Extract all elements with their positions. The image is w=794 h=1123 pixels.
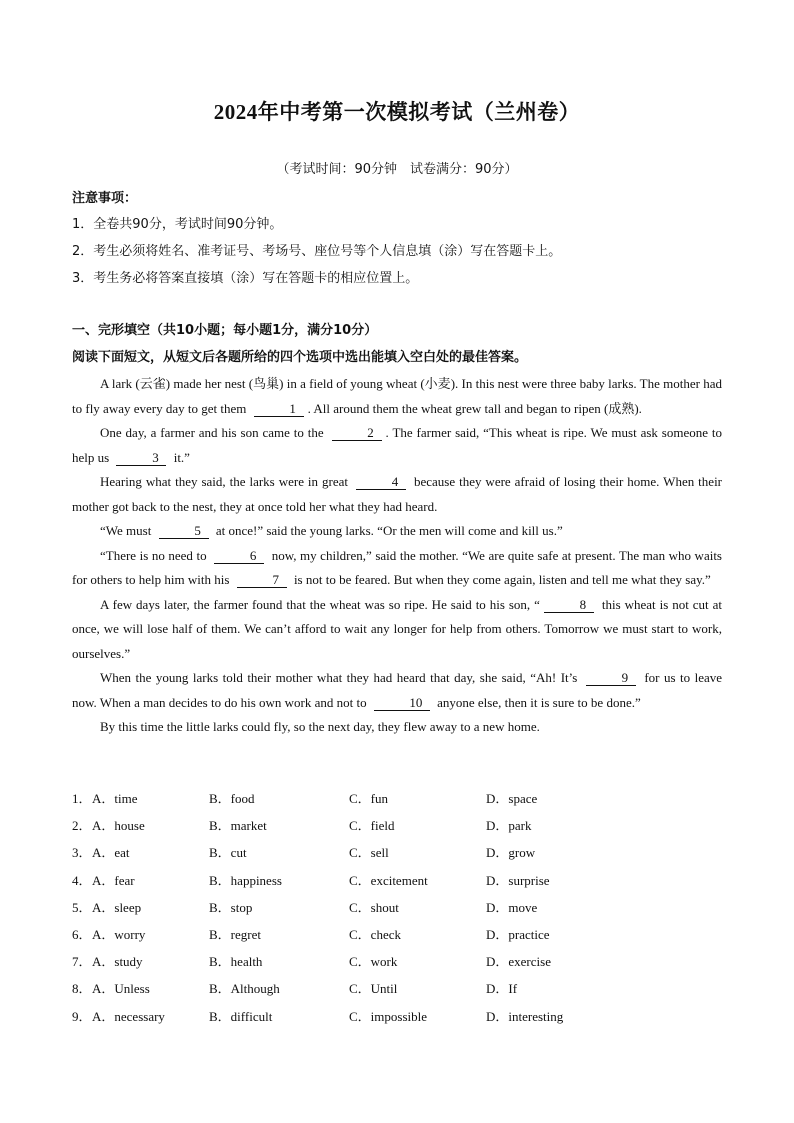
option-a: A．study xyxy=(92,954,143,970)
notice-item: 3．考生务必将答案直接填（涂）写在答题卡的相应位置上。 xyxy=(72,271,419,286)
blank-9: 9 xyxy=(586,670,636,686)
option-a: A．worry xyxy=(92,926,146,942)
section-instruction: 阅读下面短文，从短文后各题所给的四个选项中选出能填入空白处的最佳答案。 xyxy=(72,350,528,365)
option-c: C．work xyxy=(349,954,398,970)
option-b: B．market xyxy=(209,818,267,834)
option-row xyxy=(72,924,722,951)
option-b: B．food xyxy=(209,791,255,806)
passage-paragraph: A few days later, the farmer found that the wheat was so ripe. He said to his son, “ 8 this wheat is not cut at once, we will lose half of them. We can’t afford to wait any longer for help from others. Tomorrow we must start to work, ourselves.” xyxy=(72,596,722,661)
blank-7: 7 xyxy=(237,572,287,588)
option-a: A．necessary xyxy=(92,1008,165,1024)
option-d: D．surprise xyxy=(486,872,550,888)
cloze-passage xyxy=(72,372,722,740)
option-a: A．sleep xyxy=(92,899,142,915)
option-c: C．sell xyxy=(349,845,389,861)
blank-5: 5 xyxy=(159,523,209,539)
question-number: 9． xyxy=(72,1008,92,1024)
option-b: B．difficult xyxy=(209,1008,273,1024)
question-number: 5． xyxy=(72,899,92,915)
option-row xyxy=(72,897,722,924)
option-row xyxy=(72,815,722,842)
option-b: B．Although xyxy=(209,981,280,997)
blank-10: 10 xyxy=(374,695,430,711)
option-a: A．time xyxy=(92,791,138,806)
option-d: D．practice xyxy=(486,926,550,942)
question-number: 8． xyxy=(72,981,92,997)
blank-1: 1 xyxy=(254,401,304,417)
blank-2: 2 xyxy=(332,425,382,441)
option-d: D．grow xyxy=(486,845,536,861)
option-b: B．regret xyxy=(209,926,261,942)
option-d: D．park xyxy=(486,818,532,834)
notice-item: 1．全卷共90分，考试时间90分钟。 xyxy=(72,217,283,232)
passage-paragraph: One day, a farmer and his son came to the 2 . The farmer said, “This wheat is ripe. We must ask someone to help us 3 it.” xyxy=(72,425,723,465)
option-row xyxy=(72,870,722,897)
passage-paragraph: When the young larks told their mother what they had heard that day, she said, “Ah! It’s 9 for us to leave now. When a man decides to do his own work and not to 10 anyone else, then it is sure to be done.” xyxy=(72,670,723,710)
option-c: C．field xyxy=(349,818,395,834)
option-c: C．excitement xyxy=(349,872,428,888)
section-heading: 一、完形填空（共10小题；每小题1分，满分10分） xyxy=(72,323,378,338)
option-d: D．If xyxy=(486,981,518,997)
option-a: A．house xyxy=(92,818,145,834)
exam-subtitle: （考试时间：90分钟 试卷满分：90分） xyxy=(276,162,518,177)
option-d: D．space xyxy=(486,791,538,806)
blank-3: 3 xyxy=(116,450,166,466)
question-number: 2． xyxy=(72,818,92,834)
option-c: C．fun xyxy=(349,791,389,806)
blank-8: 8 xyxy=(544,597,594,613)
option-b: B．health xyxy=(209,954,263,970)
question-number: 1． xyxy=(72,791,92,806)
passage-paragraph: A lark (云雀) made her nest (鸟巢) in a field of young wheat (小麦). In this nest were three baby larks. The mother had to fly away every day to get them 1 . All around them the wheat grew tall and began to ripen (成熟). xyxy=(72,376,722,416)
option-c: C．Until xyxy=(349,981,398,997)
question-number: 6． xyxy=(72,926,92,942)
option-row xyxy=(72,842,722,869)
question-number: 3． xyxy=(72,845,92,861)
exam-title: 2024年中考第一次模拟考试（兰州卷） xyxy=(213,100,581,124)
passage-paragraph: “We must 5 at once!” said the young larks. “Or the men will come and kill us.” xyxy=(100,523,563,538)
answer-options xyxy=(72,788,722,1033)
passage-paragraph: “There is no need to 6 now, my children,” said the mother. “We are quite safe at present. The man who waits for others to help him with his 7 is not to be feared. But when they come again, listen and tell me what they say.” xyxy=(72,547,722,587)
option-d: D．exercise xyxy=(486,954,551,970)
option-a: A．fear xyxy=(92,872,135,888)
option-a: A．Unless xyxy=(92,981,150,997)
option-row xyxy=(72,788,722,815)
option-b: B．cut xyxy=(209,845,247,861)
notice-item: 2．考生必须将姓名、准考证号、考场号、座位号等个人信息填（涂）写在答题卡上。 xyxy=(72,244,562,259)
question-number: 4． xyxy=(72,872,92,888)
option-b: B．stop xyxy=(209,899,253,915)
blank-4: 4 xyxy=(356,474,406,490)
option-d: D．move xyxy=(486,899,538,915)
option-row xyxy=(72,951,722,978)
option-a: A．eat xyxy=(92,845,130,861)
blank-6: 6 xyxy=(214,548,264,564)
option-c: C．check xyxy=(349,926,401,942)
option-b: B．happiness xyxy=(209,872,282,888)
option-c: C．shout xyxy=(349,899,399,915)
question-number: 7． xyxy=(72,954,92,970)
option-row xyxy=(72,978,722,1005)
option-row xyxy=(72,1006,722,1033)
notice-heading: 注意事项： xyxy=(72,191,138,206)
passage-paragraph: Hearing what they said, the larks were in great 4 because they were afraid of losing their home. When their mother got back to the nest, they at once told her what they had heard. xyxy=(72,474,723,514)
passage-paragraph: By this time the little larks could fly, so the next day, they flew away to a new home. xyxy=(100,719,540,734)
option-d: D．interesting xyxy=(486,1008,564,1024)
option-c: C．impossible xyxy=(349,1008,428,1024)
